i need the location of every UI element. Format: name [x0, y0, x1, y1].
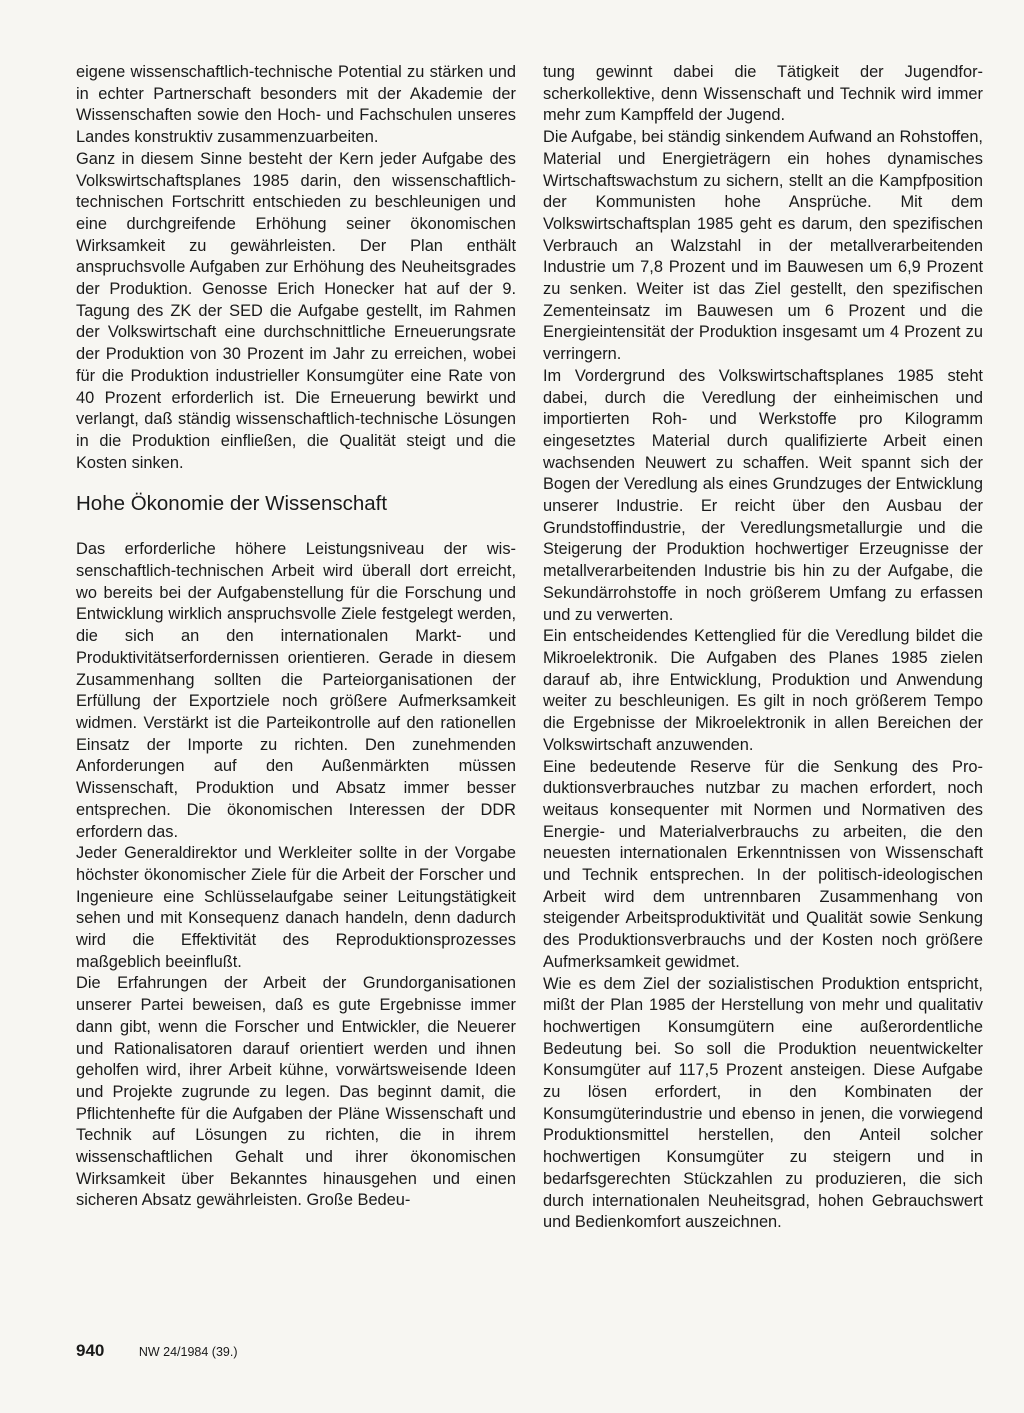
- paragraph: Ein entscheidendes Kettenglied für die Veredlung bildet die Mikroelektronik. Die Aufgaben des Planes 1985 zielen darauf ab, ihre Entwicklung, Produktion und Anwendung weiter zu beschleunigen. Es gilt in noch größerem Tempo die Ergebnisse der Mikroelektronik in allen Bereichen der Volkswirtschaft anzuwenden.: [543, 627, 983, 754]
- paragraph: Eine bedeutende Reserve für die Senkung des Produktionsverbrauches nutzbar zu machen erfordert, noch weitaus konsequenter mit Normen und Normativen des Energie- und Materialverbrauchs zu arbeiten, die den neuesten internationalen Erkenntnissen von Wissenschaft und Technik entsprechen. In der politisch-ideologischen Arbeit wird dem untrennbaren Zusammenhang von steigender Arbeitsproduktivität und Qualität sowie Senkung des Produktionsverbrauchs und der Kosten noch größere Aufmerksamkeit gewidmet.: [543, 757, 983, 971]
- paragraph: eigene wissenschaftlich-technische Potential zu stärken und in echter Partnerschaft besonders mit der Akademie der Wissenschaften sowie den Hoch- und Fachschulen unseres Landes konstruktiv zusammenzuarbeiten.: [76, 63, 516, 147]
- right-column: [543, 62, 983, 1234]
- paragraph: Das erforderliche höhere Leistungsniveau der wissenschaftlich-technischen Arbeit wird überall dort erreicht, wo bereits bei der Aufgabenstellung für die Forschung und Entwicklung wirklich anspruchsvolle Ziele festgelegt werden, die sich an den internationalen Markt- und Produktivitätserfordernissen orientieren. Gerade in diesem Zusammenhang sollten die Parteiorganisationen der Erfüllung der Exportziele noch größere Aufmerksamkeit widmen. Verstärkt ist die Parteikontrolle auf den rationellen Einsatz der Importe zu richten. Den zunehmenden Anforderungen auf den Außenmärkten müssen Wissenschaft, Produktion und Absatz immer besser entsprechen. Die ökonomischen Interessen der DDR erfordern das.: [76, 540, 516, 841]
- paragraph: Die Aufgabe, bei ständig sinkendem Aufwand an Rohstoffen, Material und Energieträgern ein hohes dynamisches Wirtschaftswachstum zu sichern, stellt an die Kampfposition der Kommunisten hohe Ansprüche. Mit dem Volkswirtschaftsplan 1985 geht es darum, den spezifischen Verbrauch an Walzstahl in der metallverarbeitenden Industrie um 7,8 Prozent und im Bauwesen um 6,9 Prozent zu senken. Weiter ist das Ziel gestellt, den spezifischen Zementeinsatz im Bauwesen um 6 Prozent und die Energieintensität der Produktion insgesamt um 4 Prozent zu verringern.: [543, 128, 983, 364]
- paragraph: Jeder Generaldirektor und Werkleiter sollte in der Vorgabe höchster ökonomischer Ziele für die Arbeit der Forscher und Ingenieure eine Schlüsselaufgabe seiner Leitungstätigkeit sehen und mit Konsequenz danach handeln, denn dadurch wird die Effektivität des Reproduktionsprozesses maßgeblich beeinflußt.: [76, 844, 516, 971]
- paragraph: Die Erfahrungen der Arbeit der Grundorganisationen unserer Partei beweisen, daß es gute Ergebnisse immer dann gibt, wenn die Forscher und Entwickler, die Neuerer und Rationalisatoren darauf orientiert werden und ihnen geholfen wird, ihrer Arbeit kühne, vorwärtsweisende Ideen und Projekte zugrunde zu legen. Das beginnt damit, die Pflichtenhefte für die Aufgaben der Pläne Wissenschaft und Technik auf Lösungen zu richten, die in ihrem wissenschaftlichen Gehalt und ihrer ökonomischen Wirksamkeit über Bekanntes hinausgehen und einen sicheren Absatz gewährleisten. Große Bedeu-: [76, 974, 516, 1210]
- paragraph: Im Vordergrund des Volkswirtschaftsplanes 1985 steht dabei, durch die Veredlung der einheimischen und importierten Roh- und Werkstoffe pro Kilogramm eingesetztes Material durch qualifizierte Arbeit einen wachsenden Neuwert zu schaffen. Weit spannt sich der Bogen der Veredlung als eines Grundzuges der Entwicklung unserer Industrie. Er reicht über den Ausbau der Grundstoffindustrie, der Veredlungsmetallurgie und die Steigerung der Produktion hochwertiger Erzeugnisse der metallverarbeitenden Industrie bis hin zu der Aufgabe, die Sekundärrohstoffe in noch größerem Umfang zu erfassen und zu verwerten.: [543, 366, 983, 624]
- paragraph: Wie es dem Ziel der sozialistischen Produktion entspricht, mißt der Plan 1985 der Herstellung von mehr und qualitativ hochwertigen Konsumgütern eine außerordentliche Bedeutung bei. So soll die Produktion neuentwickelter Konsumgüter auf 117,5 Prozent ansteigen. Diese Aufgabe zu lösen erfordert, in den Kombinaten der Konsumgüterindustrie und ebenso in jenen, die vorwiegend Produktionsmittel herstellen, den Anteil solcher hochwertigen Konsumgüter zu steigern und in bedarfsgerechten Stückzahlen zu produzieren, die sich durch internationalen Neuheitsgrad, hohen Gebrauchswert und Bedienkomfort auszeichnen.: [543, 974, 983, 1232]
- paragraph: tung gewinnt dabei die Tätigkeit der Jugendforscherkollektive, denn Wissenschaft und Technik wird immer mehr zum Kampffeld der Jugend.: [543, 63, 983, 125]
- section-heading: Hohe Ökonomie der Wissenschaft: [76, 492, 388, 516]
- page-footer: [76, 1341, 238, 1361]
- page-number: 940: [76, 1341, 105, 1360]
- paragraph: Ganz in diesem Sinne besteht der Kern jeder Aufgabe des Volkswirtschaftsplanes 1985 darin, den wissenschaftlich-technischen Fortschritt entschieden zu beschleunigen und eine durchgreifende Erhöhung seiner ökonomischen Wirksamkeit zu gewährleisten. Der Plan enthält anspruchsvolle Aufgaben zur Erhöhung des Neuheitsgrades der Produktion. Genosse Erich Honecker hat auf der 9. Tagung des ZK der SED die Aufgabe gestellt, im Rahmen der Volkswirtschaft eine durchschnittliche Erneuerungsrate der Produktion von 30 Prozent im Jahr zu erreichen, wobei für die Produktion industrieller Konsumgüter eine Rate von 40 Prozent erforderlich ist. Die Erneuerung bewirkt und verlangt, daß ständig wissenschaftlich-technische Lösungen in die Produktion einfließen, die Qualität steigt und die Kosten sinken.: [76, 149, 516, 472]
- left-column: [76, 62, 516, 1212]
- issue-reference: NW 24/1984 (39.): [138, 1345, 238, 1359]
